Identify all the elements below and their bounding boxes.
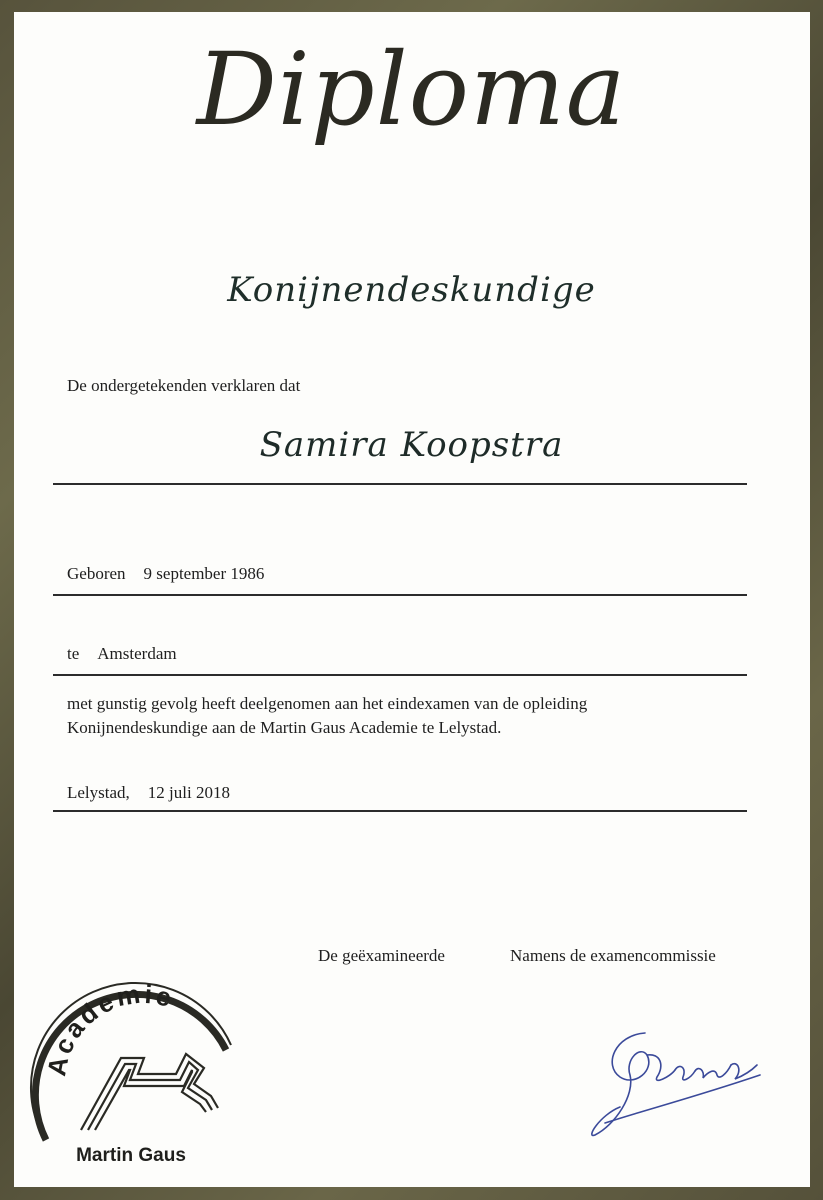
born-label: Geboren <box>67 564 126 583</box>
birth-place: Amsterdam <box>97 644 177 663</box>
issue-city: Lelystad, <box>67 783 130 802</box>
declaration-intro: De ondergetekenden verklaren dat <box>67 376 301 395</box>
issue-line <box>67 783 230 803</box>
place-line <box>67 644 177 664</box>
course-title: Konijnendeskundige <box>227 270 596 310</box>
diploma-title: Diploma <box>196 31 627 148</box>
name-rule <box>53 483 747 485</box>
logo-bottom-text: Martin Gaus <box>76 1145 186 1166</box>
born-date: 9 september 1986 <box>143 564 265 583</box>
recipient-name: Samira Koopstra <box>259 425 564 465</box>
logo-top-text: Academie <box>41 980 178 1079</box>
place-rule <box>53 674 747 676</box>
committee-label: Namens de examencommissie <box>510 946 716 965</box>
birth-rule <box>53 594 747 596</box>
place-label: te <box>67 644 80 663</box>
statement-line-1: met gunstig gevolg heeft deelgenomen aan het eindexamen van de opleiding <box>67 694 588 713</box>
issue-date: 12 juli 2018 <box>147 783 230 802</box>
committee-signature <box>575 1015 775 1145</box>
birth-line <box>67 564 264 584</box>
statement-line-2: Konijnendeskundige aan de Martin Gaus Academie te Lelystad. <box>67 718 502 737</box>
examinee-label: De geëxamineerde <box>318 946 445 965</box>
issue-rule <box>53 810 747 812</box>
academie-logo <box>26 980 236 1170</box>
